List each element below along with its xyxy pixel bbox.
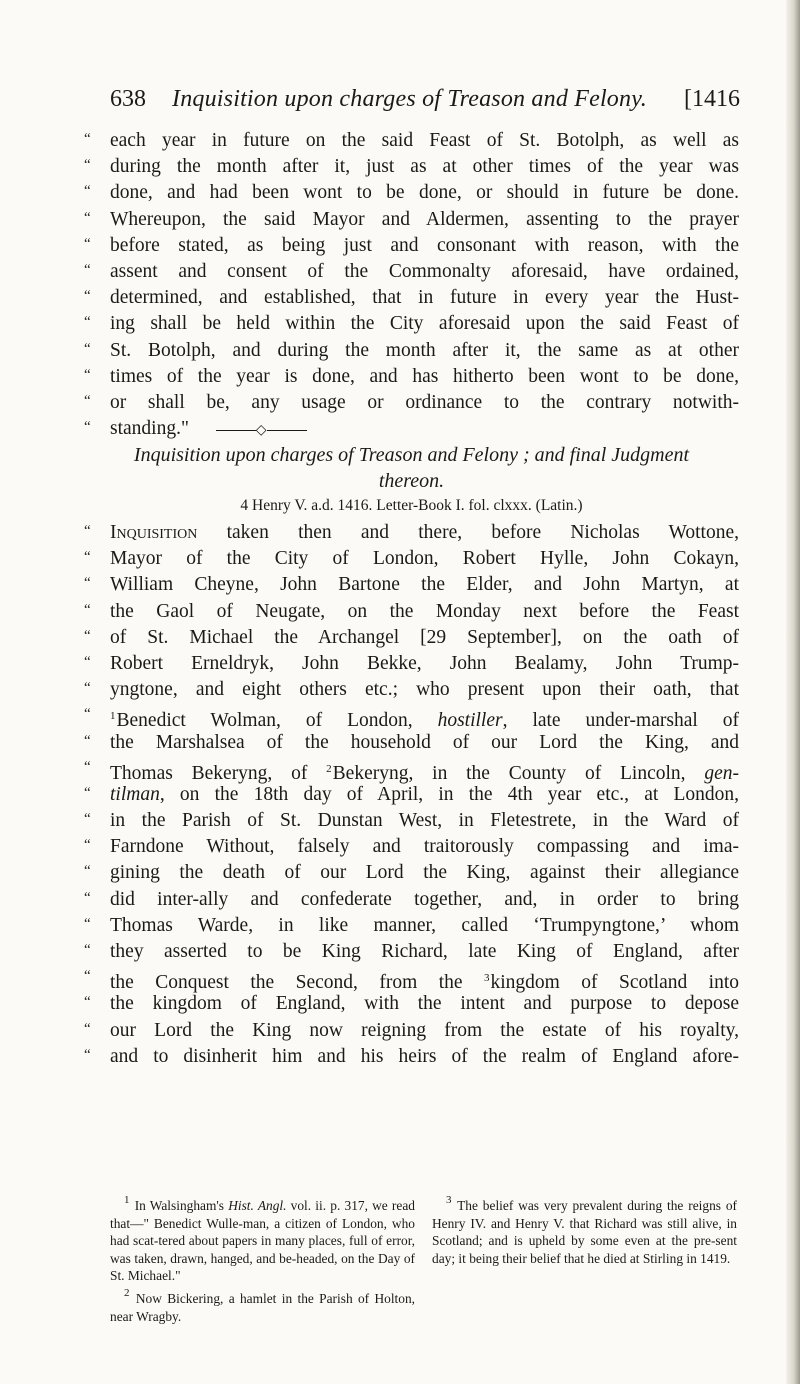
section-divider: ◇ [216, 418, 307, 444]
footnote-2: $^2$ Now Bickering, a hamlet in the Parish of Holton, near Wragby. [110, 1286, 415, 1324]
footnote-3: $^3$ The belief was very prevalent during the reigns of Henry IV. and Henry V. that Richard was still alive, in Scotland; and is upheld by some even at the pre-sent day; it being their belief that he died at Stirling in 1419. [432, 1194, 737, 1266]
text-line: “ Thomas Warde, in like manner, called ‘Trumpyngtone,’ whom [84, 914, 739, 936]
running-header [110, 86, 740, 122]
page-edge-shadow [786, 0, 800, 1384]
text-line: “ of St. Michael the Archangel [29 September], on the oath of [84, 626, 739, 648]
text-line: “ did inter-ally and confederate together, and, in order to bring [84, 888, 739, 910]
text-line: “ tilman, on the 18th day of April, in the 4th year etc., at London, [84, 783, 739, 805]
opening-word: Inquisition [110, 522, 198, 543]
text-line: “ standing." ◇ [84, 416, 739, 442]
text-line: “ Inquisition taken then and there, before Nicholas Wottone, [84, 522, 739, 543]
running-title: Inquisition upon charges of Treason and Felony. [172, 86, 647, 112]
text-line: “ times of the year is done, and has hitherto been wont to be done, [84, 365, 739, 387]
text-line: “ Farndone Without, falsely and traitorously compassing and ima- [84, 836, 739, 858]
text-line: “ gining the death of our Lord the King, against their allegiance [84, 862, 739, 884]
section-title [84, 442, 739, 494]
text-line: “ the kingdom of England, with the intent and purpose to depose [84, 993, 739, 1015]
text-line: “ in the Parish of St. Dunstan West, in Fletestrete, in the Ward of [84, 810, 739, 832]
text-line: “ before stated, as being just and consonant with reason, with the [84, 234, 739, 256]
continuation-paragraph [84, 128, 739, 442]
text-line: “ ing shall be held within the City aforesaid upon the said Feast of [84, 313, 739, 335]
footnote-1: $^1$ In Walsingham's Hist. Angl. vol. ii. p. 317, we read that—" Benedict Wulle-man, a citizen of London, who had scat-tered about papers in many places, full of error, was taken, drawn, hanged, and be-headed, on the Day of St. Michael." [110, 1194, 415, 1284]
text-line: “ assent and consent of the Commonalty aforesaid, have ordained, [84, 260, 739, 282]
footnote-ref-1[interactable]: 1 [110, 710, 116, 723]
text-line: “ each year in future on the said Feast of St. Botolph, as well as [84, 130, 739, 151]
section-reference: 4 Henry V. a.d. 1416. Letter-Book I. fol. clxxx. (Latin.) [240, 497, 583, 514]
section-title-line-2: thereon. [378, 470, 445, 492]
text-line: “ Robert Erneldryk, John Bekke, John Bealamy, John Trump- [84, 652, 739, 674]
text-line: “ done, and had been wont to be done, or should in future be done. [84, 182, 739, 204]
footnote-ref-2[interactable]: 2 [326, 762, 332, 775]
text-line: “ our Lord the King now reigning from the estate of his royalty, [84, 1019, 739, 1041]
text-line: “ or shall be, any usage or ordinance to the contrary notwith- [84, 391, 739, 413]
text-line: “ Mayor of the City of London, Robert Hylle, John Cokayn, [84, 548, 739, 570]
text-line: “ the Gaol of Neugate, on the Monday next before the Feast [84, 600, 739, 622]
text-line: “ determined, and established, that in future in every year the Hust- [84, 287, 739, 309]
running-year: [1416 [684, 86, 740, 112]
section-title-line-1: Inquisition upon charges of Treason and Felony ; and final Judgment [133, 444, 690, 466]
text-line: “ the Marshalsea of the household of our Lord the King, and [84, 731, 739, 753]
text-line: “ Thomas Bekeryng, of $^2$Bekeryng, in the County of Lincoln, gen- [84, 758, 740, 784]
footnotes [110, 1192, 740, 1342]
footnotes-left-column [110, 1192, 415, 1325]
text-line: “ Whereupon, the said Mayor and Aldermen, assenting to the prayer [84, 208, 739, 230]
text-line: “ William Cheyne, John Bartone the Elder, and John Martyn, at [84, 574, 739, 596]
text-line: “ yngtone, and eight others etc.; who present upon their oath, that [84, 679, 739, 701]
text-line: “ and to disinherit him and his heirs of the realm of England afore- [84, 1045, 739, 1067]
text-line: “ during the month after it, just as at other times of the year was [84, 156, 739, 178]
body-paragraph [84, 520, 739, 1070]
page-number: 638 [110, 86, 146, 112]
footnotes-right-column [432, 1192, 737, 1267]
text-line: “ the Conquest the Second, from the $^3$kingdom of Scotland into [84, 968, 740, 994]
footnote-ref-3[interactable]: 3 [484, 972, 490, 985]
text-line: “ they asserted to be King Richard, late King of England, after [84, 941, 739, 962]
text-line: “ $^1$Benedict Wolman, of London, hostiller, late under-marshal of [84, 706, 739, 732]
text-line: “ St. Botolph, and during the month after it, the same as at other [84, 339, 739, 361]
